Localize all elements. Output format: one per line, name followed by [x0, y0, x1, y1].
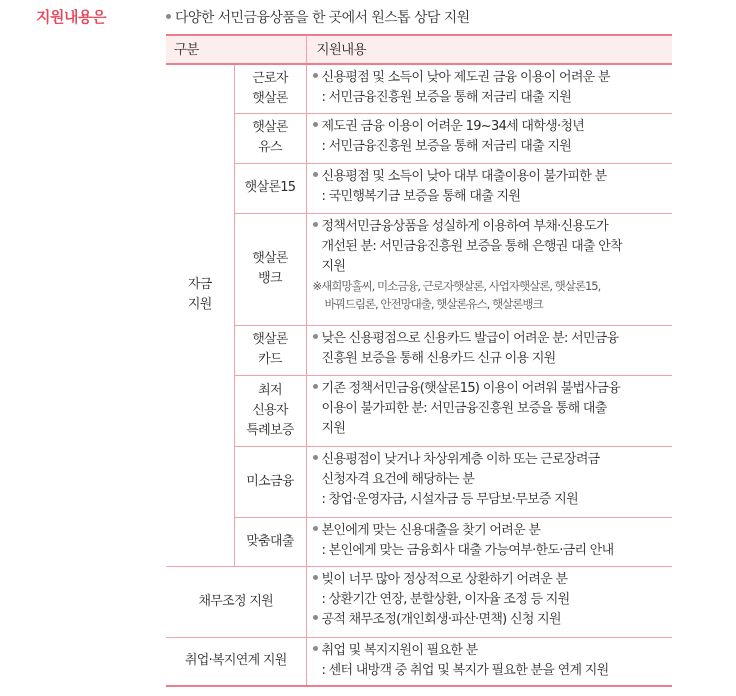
- content-line: : 센터 내방객 중 취업 및 복지가 필요한 분을 연계 지원: [321, 662, 609, 678]
- table-row: [166, 637, 672, 686]
- product-description: [306, 113, 672, 163]
- bullet-icon: [313, 384, 318, 389]
- product-name: 햇살론 뱅크: [234, 213, 306, 325]
- note-text: ※새희망홀씨, 미소금융, 근로자햇살론, 사업자햇살론, 햇살론15,: [312, 278, 601, 293]
- bullet-icon: [313, 222, 318, 227]
- content-line: : 국민행복기금 보증을 통해 대출 지원: [321, 188, 521, 204]
- category-debt-adjustment: 채무조정 지원: [166, 566, 306, 637]
- product-description: [306, 446, 672, 517]
- product-name: 햇살론 카드: [234, 325, 306, 375]
- product-description: [306, 517, 672, 566]
- category-description: [306, 637, 672, 686]
- support-table: [166, 34, 672, 687]
- content-line: : 본인에게 맞는 금융회사 대출 가능여부·한도·금리 안내: [321, 542, 614, 558]
- content-line: 취업 및 복지지원이 필요한 분: [313, 641, 669, 661]
- product-name: 햇살론 유스: [234, 113, 306, 163]
- bullet-icon: [313, 575, 318, 580]
- product-description: [306, 375, 672, 446]
- intro-line: [166, 7, 470, 27]
- content-line: 신용평점 및 소득이 낮아 대부 대출이용이 불가피한 분: [313, 167, 669, 187]
- content-line: 지원: [321, 258, 346, 274]
- bullet-icon: [313, 615, 318, 620]
- table-row: [166, 213, 672, 325]
- bullet-icon: [313, 646, 318, 651]
- content-line: : 서민금융진흥원 보증을 통해 저금리 대출 지원: [321, 138, 572, 154]
- table-header-row: [166, 35, 672, 64]
- category-fund-support: 자금 지원: [166, 64, 234, 566]
- product-description: [306, 213, 672, 325]
- bullet-icon: [313, 73, 318, 78]
- content-line: 정책서민금융상품을 성실하게 이용하여 부채·신용도가: [313, 217, 669, 237]
- table-row: [166, 566, 672, 637]
- table-row: [166, 446, 672, 517]
- note-text: 바꿔드림론, 안전망대출, 햇살론유스, 햇살론뱅크: [324, 296, 543, 311]
- content-line: 빚이 너무 많아 정상적으로 상환하기 어려운 분: [313, 570, 669, 590]
- bullet-icon: [166, 14, 171, 19]
- table-row: [166, 113, 672, 163]
- table-row: [166, 375, 672, 446]
- section-label: 지원내용은: [36, 8, 106, 26]
- bullet-icon: [313, 455, 318, 460]
- product-name: 근로자 햇살론: [234, 64, 306, 113]
- content-line: 진흥원 보증을 통해 신용카드 신규 이용 지원: [321, 350, 556, 366]
- content-line: 신용평점 및 소득이 낮아 제도권 금융 이용이 어려운 분: [313, 68, 669, 88]
- table-row: [166, 325, 672, 375]
- product-name: 맞춤대출: [234, 517, 306, 566]
- content-line: 공적 채무조정(개인회생·파산·면책) 신청 지원: [313, 610, 669, 630]
- content-line: 개선된 분: 서민금융진흥원 보증을 통해 은행권 대출 안착: [321, 238, 622, 254]
- content-line: : 서민금융진흥원 보증을 통해 저금리 대출 지원: [321, 90, 572, 105]
- category-employment-welfare: 취업·복지연계 지원: [166, 637, 306, 686]
- product-description: [306, 325, 672, 375]
- bullet-icon: [313, 172, 318, 177]
- content-line: : 창업·운영자금, 시설자금 등 무담보·무보증 지원: [321, 491, 578, 507]
- table-row: [166, 64, 672, 113]
- product-name: 미소금융: [234, 446, 306, 517]
- bullet-icon: [313, 122, 318, 127]
- header-content: 지원내용: [306, 35, 672, 64]
- category-description: [306, 566, 672, 637]
- content-line: 낮은 신용평점으로 신용카드 발급이 어려운 분: 서민금융: [313, 329, 669, 349]
- content-line: 본인에게 맞는 신용대출을 찾기 어려운 분: [313, 521, 669, 541]
- content-line: 신용평점이 낮거나 차상위계층 이하 또는 근로장려금: [313, 450, 669, 470]
- bullet-icon: [313, 526, 318, 531]
- content-line: 신청자격 요건에 해당하는 분: [321, 471, 475, 487]
- intro-text: 다양한 서민금융상품을 한 곳에서 원스톱 상담 지원: [175, 10, 470, 26]
- content-line: 기존 정책서민금융(햇살론15) 이용이 어려워 불법사금융: [313, 379, 669, 399]
- content-line: 제도권 금융 이용이 어려운 19~34세 대학생·청년: [313, 117, 669, 137]
- product-description: [306, 163, 672, 213]
- content-line: 지원: [321, 420, 346, 436]
- content-line: 이용이 불가피한 분: 서민금융진흥원 보증을 통해 대출: [321, 400, 607, 416]
- content-line: : 상환기간 연장, 분할상환, 이자율 조정 등 지원: [321, 591, 570, 607]
- bullet-icon: [313, 334, 318, 339]
- product-description: [306, 64, 672, 113]
- table-row: [166, 163, 672, 213]
- table-row: [166, 517, 672, 566]
- header-category: 구분: [166, 35, 306, 64]
- product-name: 햇살론15: [234, 163, 306, 213]
- product-name: 최저 신용자 특례보증: [234, 375, 306, 446]
